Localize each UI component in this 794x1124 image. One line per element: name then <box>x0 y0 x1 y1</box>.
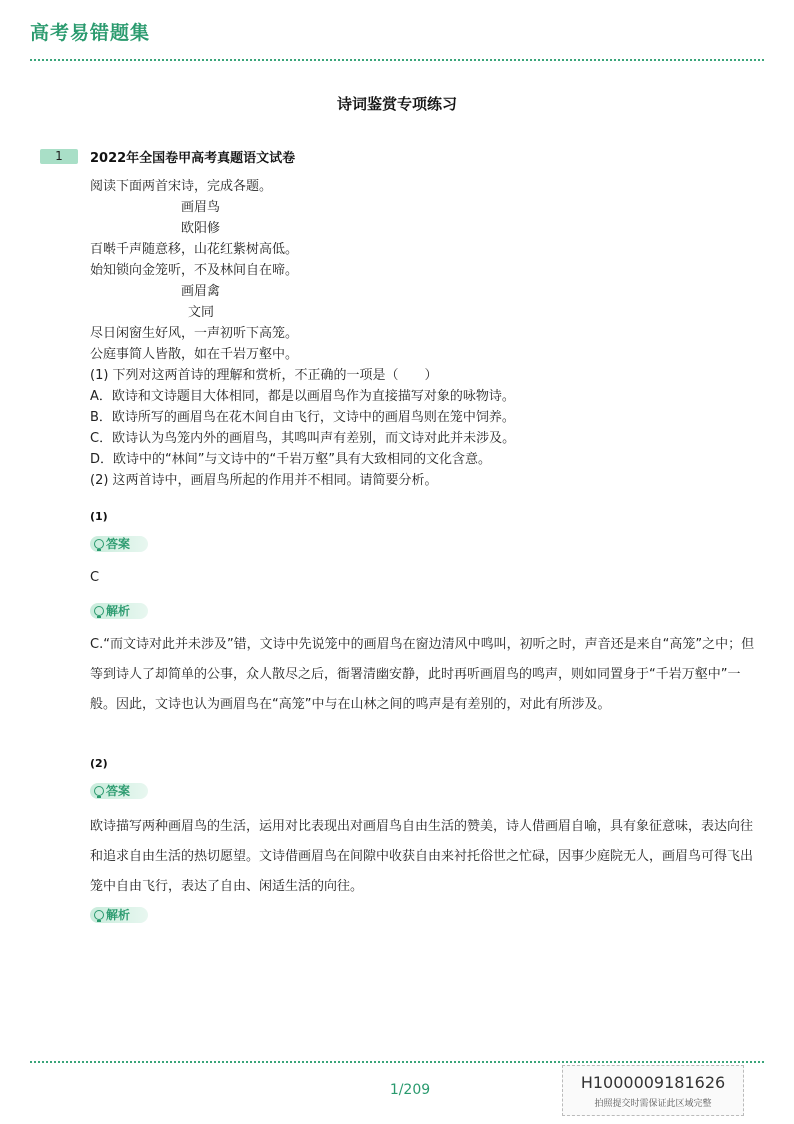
lightbulb-icon <box>94 539 104 549</box>
lightbulb-icon <box>94 910 104 920</box>
part2-answer: 欧诗描写两种画眉鸟的生活，运用对比表现出对画眉鸟自由生活的赞美，诗人借画眉自喻，具有象征意味，表达向往和追求自由生活的热切愿望。文诗借画眉鸟在间隙中收获自由来衬托俗世之忙碌，因事少庭院无人，画眉鸟可得飞出笼中自由飞行，表达了自由、闲适生活的向往。 <box>90 819 754 894</box>
part1-label: (1) <box>90 510 108 523</box>
footer-divider <box>30 1061 764 1063</box>
poem1-title: 画眉鸟 <box>181 200 221 215</box>
poem1-line1: 百啭千声随意移，山花红紫树高低。 <box>90 242 299 257</box>
brand-title: 高考易错题集 <box>30 22 151 44</box>
subquestion-1: (1) 下列对这两首诗的理解和赏析，不正确的一项是（ ） <box>90 368 438 383</box>
submission-hint: 拍照提交时需保证此区域完整 <box>594 1099 712 1109</box>
poem2-author: 文同 <box>188 305 215 320</box>
question-source: 2022年全国卷甲高考真题语文试卷 <box>90 151 296 166</box>
question-body <box>90 176 770 491</box>
option-c: C．欧诗认为鸟笼内外的画眉鸟，其鸣叫声有差别，而文诗对此并未涉及。 <box>90 431 516 446</box>
option-a: A．欧诗和文诗题目大体相同，都是以画眉鸟作为直接描写对象的咏物诗。 <box>90 389 515 404</box>
poem1-line2: 始知锁向金笼听，不及林间自在啼。 <box>90 263 299 278</box>
lightbulb-icon <box>94 786 104 796</box>
part2-analysis-tag <box>90 907 148 923</box>
part2-label: (2) <box>90 757 108 770</box>
answer-tag-label: 答案 <box>106 784 131 798</box>
question-number-badge: 1 <box>40 149 78 164</box>
poem1-author: 欧阳修 <box>181 221 221 236</box>
lightbulb-icon <box>94 606 104 616</box>
poem2-title: 画眉禽 <box>181 284 221 299</box>
part1-answer-tag <box>90 536 148 552</box>
header-divider <box>30 59 764 61</box>
poem2-line1: 尽日闲窗生好风，一声初听下高笼。 <box>90 326 299 341</box>
poem2-line2: 公庭事简人皆散，如在千岩万壑中。 <box>90 347 299 362</box>
submission-code: H1000009181626 <box>580 1073 726 1092</box>
answer-tag-label: 答案 <box>106 537 131 551</box>
part1-answer: C <box>90 570 100 585</box>
subquestion-2: (2) 这两首诗中，画眉鸟所起的作用并不相同。请简要分析。 <box>90 473 438 488</box>
analysis-tag-label: 解析 <box>106 908 131 922</box>
question-intro: 阅读下面两首宋诗，完成各题。 <box>90 179 273 194</box>
page-number: 1/209 <box>389 1082 431 1098</box>
part2-answer-tag <box>90 783 148 799</box>
analysis-tag-label: 解析 <box>106 604 131 618</box>
part1-analysis: C.“而文诗对此并未涉及”错，文诗中先说笼中的画眉鸟在窗边清风中鸣叫，初听之时，声音还是来自“高笼”之中；但等到诗人了却简单的公事，众人散尽之后，衙署清幽安静，此时再听画眉鸟的鸣声，则如同置身于“千岩万壑中”一般。因此，文诗也认为画眉鸟在“高笼”中与在山林之间的鸣声是有差别的，对此有所涉及。 <box>90 637 755 712</box>
part1-analysis-tag <box>90 603 148 619</box>
document-title: 诗词鉴赏专项练习 <box>336 95 457 113</box>
option-b: B．欧诗所写的画眉鸟在花木间自由飞行，文诗中的画眉鸟则在笼中饲养。 <box>90 410 515 425</box>
option-d: D．欧诗中的“林间”与文诗中的“千岩万壑”具有大致相同的文化含意。 <box>90 452 491 467</box>
submission-code-box <box>562 1065 744 1116</box>
